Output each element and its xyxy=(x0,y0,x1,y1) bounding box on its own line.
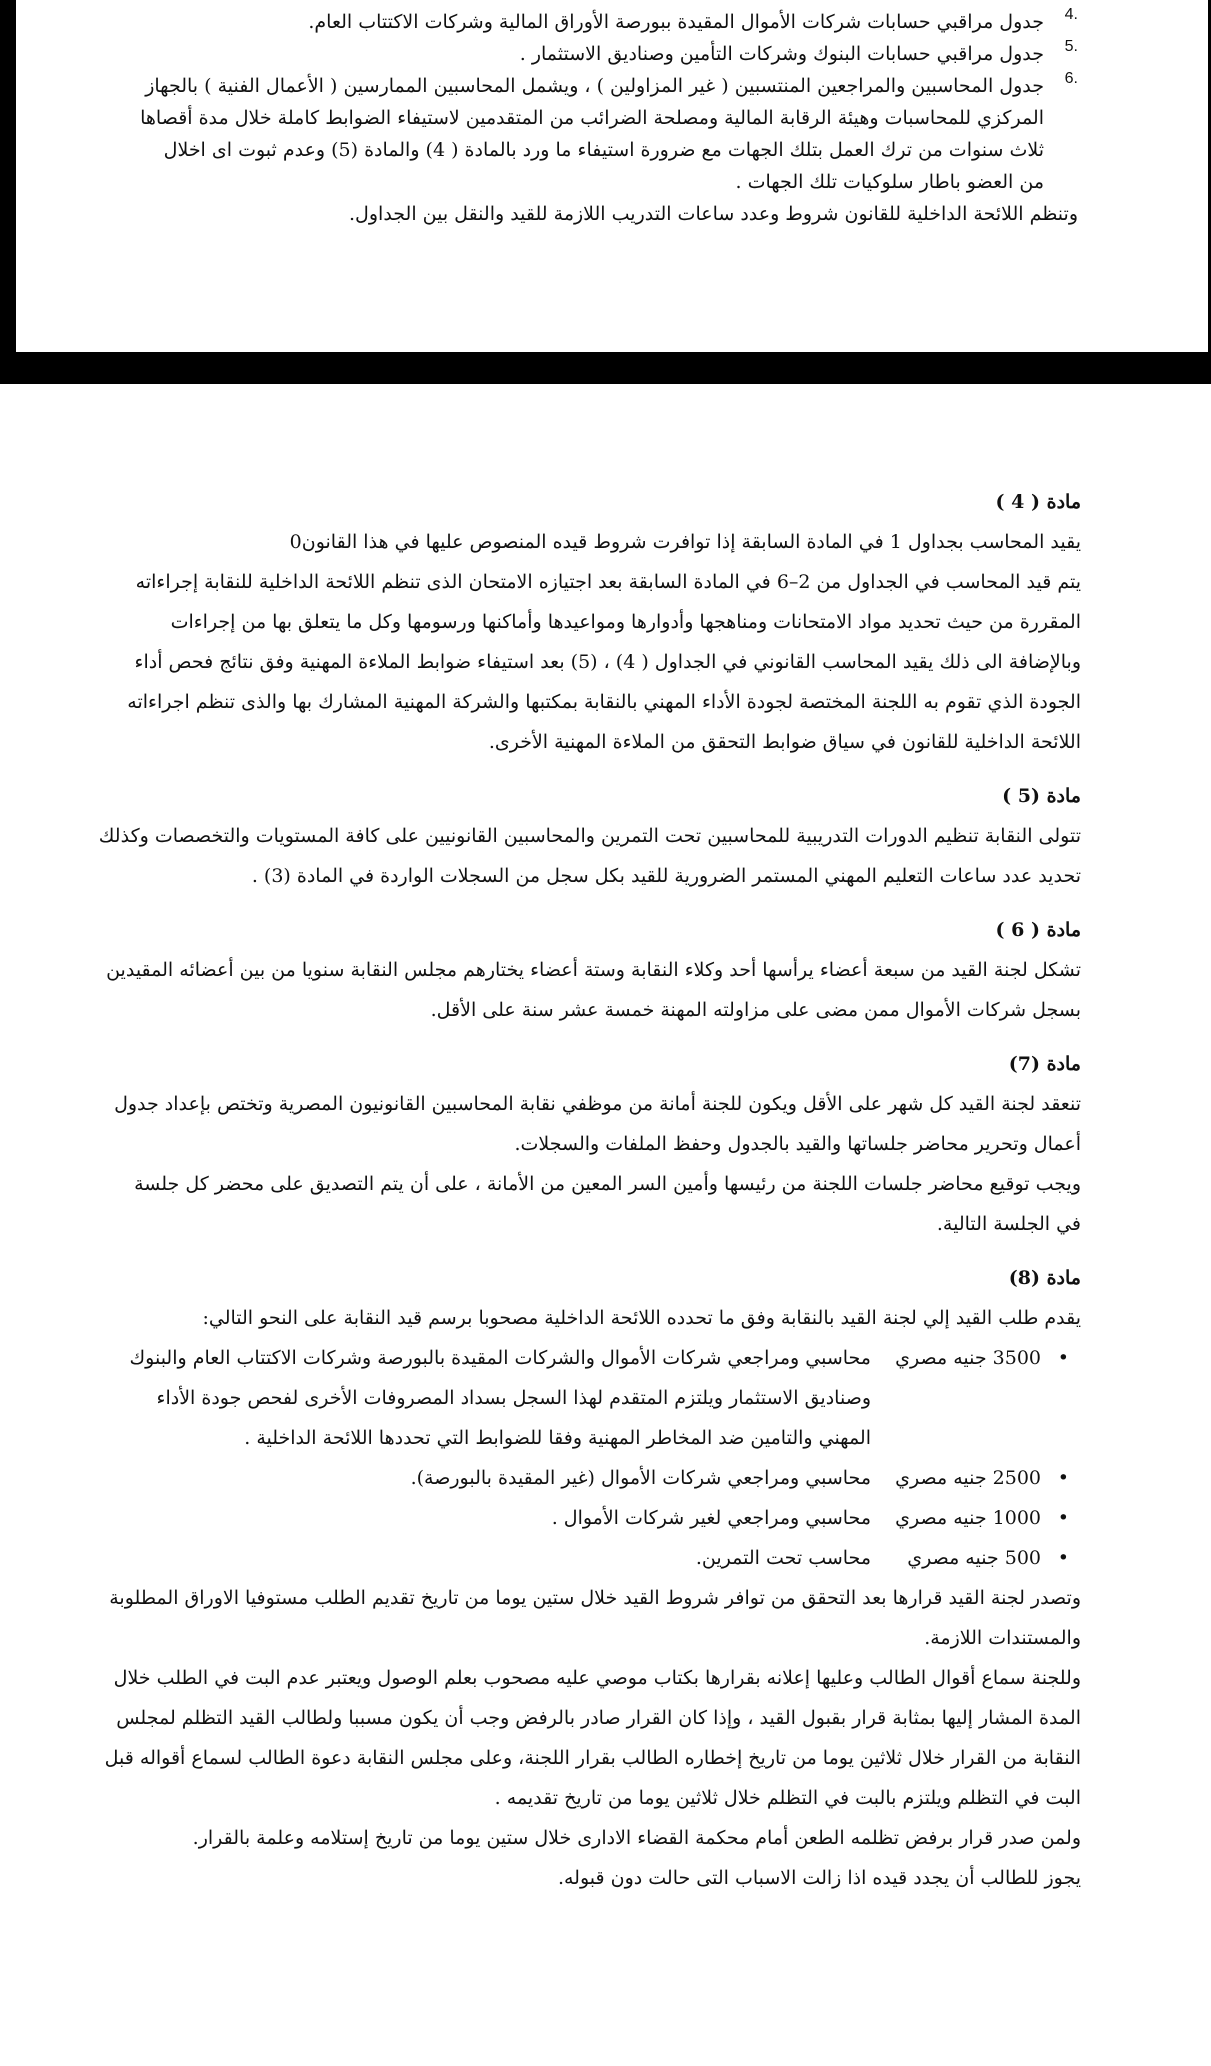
paragraph-line: تنعقد لجنة القيد كل شهر على الأقل ويكون للجنة أمانة من موظفي نقابة المحاسبين القانونيون المصرية وتختص بإعداد جدول xyxy=(114,1093,1081,1115)
list-item-text: المركزي للمحاسبات وهيئة الرقابة المالية ومصلحة الضرائب من المتقدمين لاستيفاء الضوابط كاملة خلال مدة أقصاها xyxy=(140,107,1044,129)
document-page xyxy=(0,384,1211,2066)
paragraph-line: ويجب توقيع محاضر جلسات اللجنة من رئيسها وأمين السر المعين من الأمانة ، على أن يتم التصديق على محضر كل جلسة xyxy=(134,1173,1081,1195)
fee-description: محاسبي ومراجعي شركات الأموال (غير المقيدة بالبورصة). xyxy=(410,1467,871,1489)
fee-item xyxy=(130,1458,1069,1498)
fee-item xyxy=(130,1538,1069,1578)
fee-amount: • 2500 جنيه مصري xyxy=(895,1467,1041,1489)
fee-description: محاسبي ومراجعي شركات الأموال والشركات المقيدة بالبورصة وشركات الاكتتاب العام والبنوك xyxy=(129,1347,871,1369)
list-item xyxy=(146,38,1044,70)
list-item-text: جدول مراقبي حسابات شركات الأموال المقيدة ببورصة الأوراق المالية وشركات الاكتتاب العام. xyxy=(308,11,1044,33)
paragraph-line: في الجلسة التالية. xyxy=(936,1213,1081,1235)
paragraph-line: تتولى النقابة تنظيم الدورات التدريبية للمحاسبين تحت التمرين والمحاسبين القانونيين على كافة المستويات والتخصصات وكذلك xyxy=(98,825,1081,847)
paragraph-line: المدة المشار إليها بمثابة قرار بقبول القيد ، وإذا كان القرار صادر بالرفض وجب أن يكون مسببا ولطالب القيد التظلم لمجلس xyxy=(116,1707,1081,1729)
registry-list xyxy=(140,6,1078,198)
fee-description: وصناديق الاستثمار ويلتزم المتقدم لهذا السجل بسداد المصروفات الأخرى لفحص جودة الأداء xyxy=(156,1387,871,1409)
paragraph-line: وبالإضافة الى ذلك يقيد المحاسب القانوني في الجداول ( 4) ، (5) بعد استيفاء ضوابط الملاءة المهنية وفق نتائج فحص أداء xyxy=(134,651,1081,673)
article-4 xyxy=(127,486,1081,762)
paragraph-line: يتم قيد المحاسب في الجداول من 2–6 في المادة السابقة بعد اجتيازه الامتحان الذى تنظم اللائحة الداخلية للنقابة إجراءاته xyxy=(135,571,1081,593)
paragraph-line: ولمن صدر قرار برفض تظلمه الطعن أمام محكمة القضاء الادارى خلال ستين يوما من تاريخ إستلامه وعلمة بالقرار. xyxy=(192,1827,1081,1849)
list-item-text: جدول مراقبي حسابات البنوك وشركات التأمين وصناديق الاستثمار . xyxy=(519,43,1044,65)
closing-paragraph: وتنظم اللائحة الداخلية للقانون شروط وعدد ساعات التدريب اللازمة للقيد والنقل بين الجداول. xyxy=(349,203,1078,225)
fee-item xyxy=(130,1338,1069,1458)
list-item-text: ثلاث سنوات من ترك العمل بتلك الجهات مع ضرورة استيفاء ما ورد بالمادة ( 4) والمادة (5) وعدم ثبوت اى اخلال xyxy=(163,139,1044,161)
article-heading: مادة (8) xyxy=(1008,1267,1081,1289)
paragraph-line: وتصدر لجنة القيد قرارها بعد التحقق من توافر شروط القيد خلال ستين يوما من تاريخ تقديم الطلب مستوفيا الاوراق المطلوبة xyxy=(109,1587,1081,1609)
paragraph-line: يجوز للطالب أن يجدد قيده اذا زالت الاسباب التى حالت دون قبوله. xyxy=(557,1867,1081,1889)
previous-page-fragment xyxy=(16,0,1208,352)
fee-description: محاسبي ومراجعي لغير شركات الأموال . xyxy=(551,1507,871,1529)
paragraph-line: بسجل شركات الأموال ممن مضى على مزاولته المهنة خمسة عشر سنة على الأقل. xyxy=(430,999,1081,1021)
fee-amount: • 1000 جنيه مصري xyxy=(895,1507,1041,1529)
fee-description: محاسب تحت التمرين. xyxy=(695,1547,871,1569)
paragraph-line: يقيد المحاسب بجداول 1 في المادة السابقة إذا توافرت شروط قيده المنصوص عليها في هذا القانون0 xyxy=(289,531,1081,553)
paragraph-line: النقابة من القرار خلال ثلاثين يوما من تاريخ إخطاره الطالب بقرار اللجنة، وعلى مجلس النقابة دعوة الطالب لسماع أقواله قبل xyxy=(104,1747,1081,1769)
paragraph-line: المقررة من حيث تحديد مواد الامتحانات ومناهجها وأدوارها ومواعيدها وأماكنها ورسومها وكل ما يتعلق بها من إجراءات xyxy=(170,611,1081,633)
paragraph-line: اللائحة الداخلية للقانون في سياق ضوابط التحقق من الملاءة المهنية الأخرى. xyxy=(488,731,1081,753)
article-heading: مادة (5 ) xyxy=(1002,785,1081,807)
fee-amount: • 3500 جنيه مصري xyxy=(895,1347,1041,1369)
fee-item xyxy=(130,1498,1069,1538)
fee-list xyxy=(130,1338,1081,1578)
list-item xyxy=(140,70,1044,198)
list-item xyxy=(146,6,1044,38)
paragraph-line: يقدم طلب القيد إلي لجنة القيد بالنقابة وفق ما تحدده اللائحة الداخلية مصحوبا برسم قيد النقابة على النحو التالي: xyxy=(202,1307,1081,1329)
paragraph-line: تحديد عدد ساعات التعليم المهني المستمر الضرورية للقيد بكل سجل من السجلات الواردة في المادة (3) . xyxy=(251,865,1081,887)
article-heading: مادة ( 6 ) xyxy=(995,919,1081,941)
article-8 xyxy=(104,1262,1081,1898)
article-6 xyxy=(106,914,1081,1030)
fee-amount: • 500 جنيه مصري xyxy=(907,1547,1041,1569)
list-item-text: جدول المحاسبين والمراجعين المنتسبين ( غير المزاولين ) ، ويشمل المحاسبين الممارسين ( الأعمال الفنية ) بالجهاز xyxy=(145,75,1044,97)
article-7 xyxy=(114,1048,1081,1244)
paragraph-line: والمستندات اللازمة. xyxy=(924,1627,1081,1649)
article-heading: مادة ( 4 ) xyxy=(995,491,1081,513)
paragraph-line: وللجنة سماع أقوال الطالب وعليها إعلانه بقرارها بكتاب موصي عليه مصحوب بعلم الوصول ويعتبر عدم البت في الطلب خلال xyxy=(113,1667,1081,1689)
article-heading: مادة (7) xyxy=(1008,1053,1081,1075)
fee-description: المهني والتامين ضد المخاطر المهنية وفقا للضوابط التي تحددها اللائحة الداخلية . xyxy=(244,1427,871,1449)
paragraph-line: الجودة الذي تقوم به اللجنة المختصة لجودة الأداء المهني بالنقابة بمكتبها والشركة المهنية المشارك بها والذى تنظم اجراءاته xyxy=(127,691,1081,713)
paragraph-line: البت في التظلم ويلتزم بالبت في التظلم خلال ثلاثين يوما من تاريخ تقديمه . xyxy=(494,1787,1081,1809)
paragraph-line: أعمال وتحرير محاضر جلساتها والقيد بالجدول وحفظ الملفات والسجلات. xyxy=(514,1133,1081,1155)
paragraph-line: تشكل لجنة القيد من سبعة أعضاء يرأسها أحد وكلاء النقابة وستة أعضاء يختارهم مجلس النقابة سنويا من بين أعضائه المقيدين xyxy=(106,959,1081,981)
list-item-text: من العضو باطار سلوكيات تلك الجهات . xyxy=(735,171,1044,193)
article-5 xyxy=(98,780,1081,896)
